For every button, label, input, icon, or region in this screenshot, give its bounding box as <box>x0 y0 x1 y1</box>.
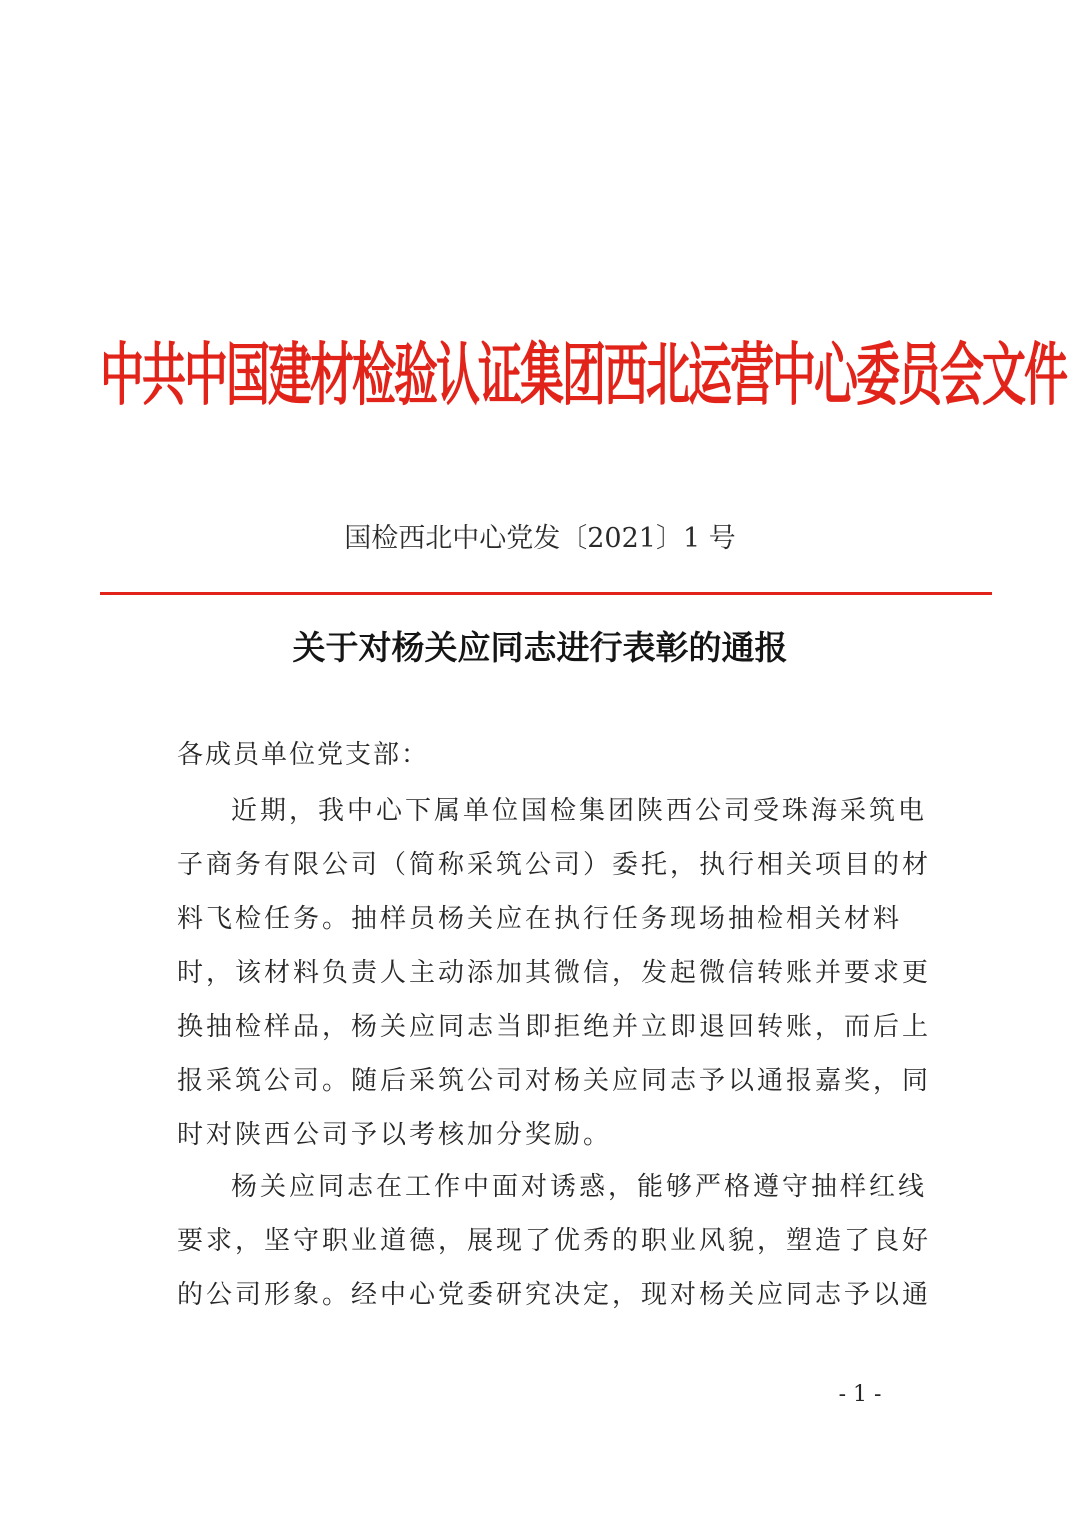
red-divider-line <box>100 592 992 595</box>
page-number: - 1 - <box>838 1382 882 1407</box>
salutation: 各成员单位党支部： <box>177 740 430 770</box>
paragraph-2 <box>177 1160 932 1322</box>
notice-title: 关于对杨关应同志进行表彰的通报 <box>292 628 788 667</box>
paragraph-line: 报采筑公司。随后采筑公司对杨关应同志予以通报嘉奖，同 <box>177 1066 932 1096</box>
document-number: 国检西北中心党发〔2021〕1 号 <box>344 523 736 554</box>
paragraph-line: 的公司形象。经中心党委研究决定，现对杨关应同志予以通 <box>177 1280 932 1310</box>
paragraph-line: 换抽检样品，杨关应同志当即拒绝并立即退回转账，而后上 <box>177 1012 932 1042</box>
paragraph-line: 时对陕西公司予以考核加分奖励。 <box>177 1120 613 1150</box>
document-header-title: 中共中国建材检验认证集团西北运营中心委员会文件 <box>100 336 1066 416</box>
paragraph-line: 子商务有限公司（简称采筑公司）委托，执行相关项目的材 <box>177 850 932 880</box>
paragraph-line: 杨关应同志在工作中面对诱惑，能够严格遵守抽样红线 <box>231 1172 928 1202</box>
paragraph-line: 近期，我中心下属单位国检集团陕西公司受珠海采筑电 <box>231 796 928 826</box>
paragraph-line: 料飞检任务。抽样员杨关应在执行任务现场抽检相关材料 <box>177 904 903 934</box>
paragraph-line: 要求，坚守职业道德，展现了优秀的职业风貌，塑造了良好 <box>177 1226 932 1256</box>
paragraph-line: 时，该材料负责人主动添加其微信，发起微信转账并要求更 <box>177 958 932 988</box>
paragraph-1 <box>177 784 932 1162</box>
